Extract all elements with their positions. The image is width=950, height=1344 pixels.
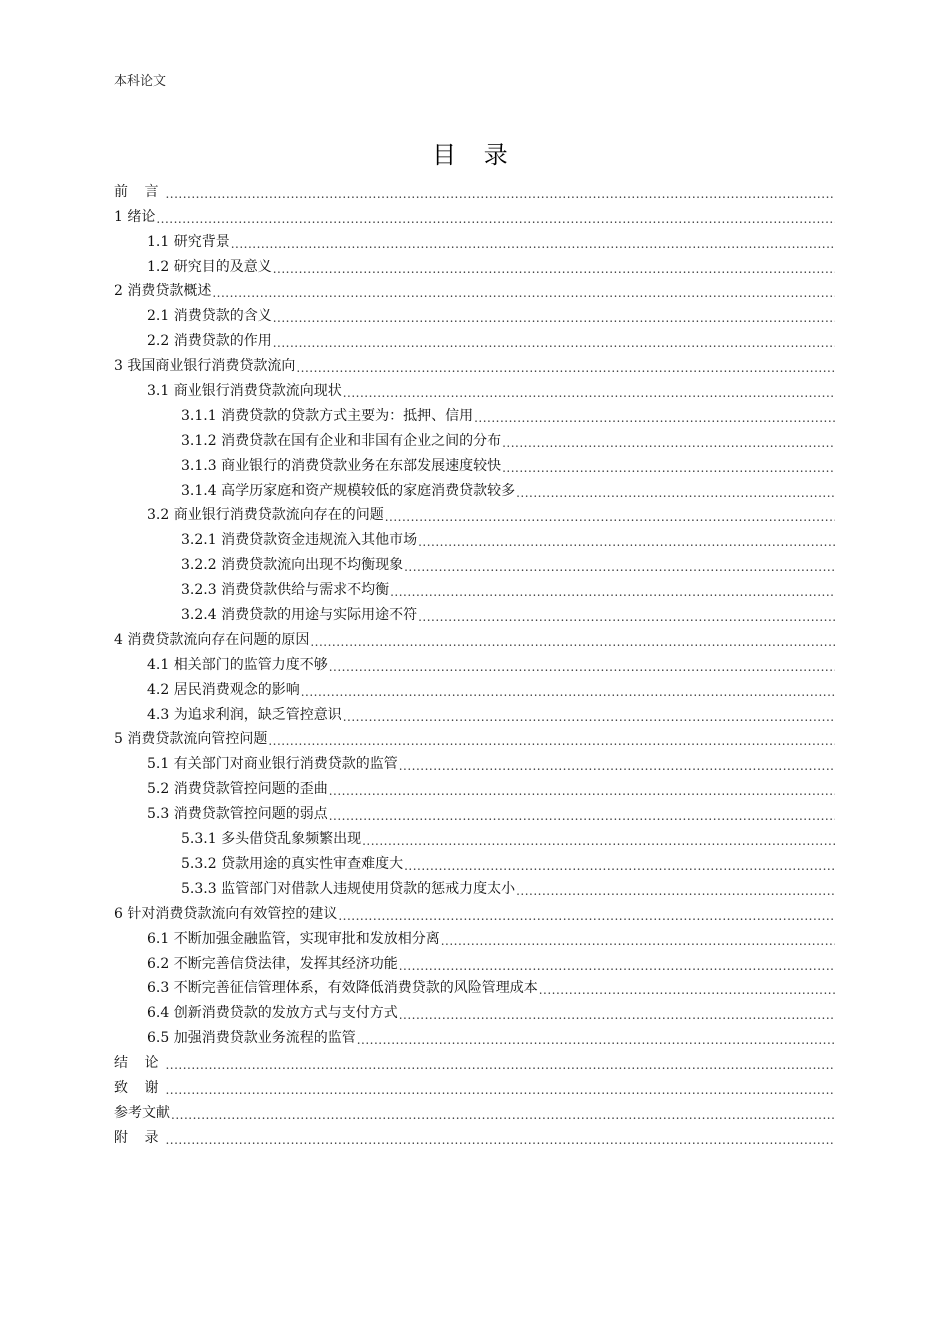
toc-entry-label: 附 录 — [114, 1129, 165, 1146]
toc-dot-leader — [502, 436, 835, 450]
toc-entry[interactable] — [114, 973, 835, 998]
toc-dot-leader — [399, 959, 835, 973]
toc-dot-leader — [418, 610, 835, 624]
toc-entry[interactable] — [114, 1097, 835, 1122]
toc-entry[interactable] — [114, 1047, 835, 1072]
toc-dot-leader — [231, 237, 835, 251]
toc-entry-label: 6.3 不断完善征信管理体系，有效降低消费贷款的风险管理成本 — [147, 980, 538, 997]
toc-dot-leader — [165, 1058, 835, 1072]
toc-entry-label: 3.1 商业银行消费贷款流向现状 — [147, 383, 342, 400]
toc-entry[interactable] — [114, 898, 835, 923]
toc-entry[interactable] — [114, 226, 835, 251]
toc-entry-label: 参考文献 — [114, 1104, 170, 1121]
toc-dot-leader — [329, 784, 835, 798]
toc-entry-label: 3.1.3 商业银行的消费贷款业务在东部发展速度较快 — [181, 457, 502, 474]
toc-entry-label: 1.2 研究目的及意义 — [147, 258, 272, 275]
toc-entry-label: 4.2 居民消费观念的影响 — [147, 681, 300, 698]
toc-entry-label: 6.5 加强消费贷款业务流程的监管 — [147, 1030, 356, 1047]
toc-entry-label: 4 消费贷款流向存在问题的原因 — [114, 631, 310, 648]
toc-entry[interactable] — [114, 325, 835, 350]
toc-entry-label: 6.2 不断完善信贷法律，发挥其经济功能 — [147, 955, 398, 972]
toc-entry[interactable] — [114, 823, 835, 848]
toc-dot-leader — [399, 1008, 835, 1022]
toc-dot-leader — [273, 336, 835, 350]
toc-dot-leader — [516, 486, 835, 500]
toc-entry-label: 2 消费贷款概述 — [114, 283, 212, 300]
toc-dot-leader — [329, 660, 835, 674]
table-of-contents — [114, 176, 835, 1147]
toc-entry[interactable] — [114, 773, 835, 798]
toc-entry[interactable] — [114, 524, 835, 549]
toc-entry-label: 3.2.4 消费贷款的用途与实际用途不符 — [181, 607, 418, 624]
toc-dot-leader — [268, 734, 835, 748]
toc-dot-leader — [502, 461, 835, 475]
toc-dot-leader — [329, 809, 835, 823]
toc-dot-leader — [343, 386, 835, 400]
toc-dot-leader — [474, 411, 835, 425]
toc-dot-leader — [165, 1083, 835, 1097]
toc-entry[interactable] — [114, 276, 835, 301]
toc-entry[interactable] — [114, 748, 835, 773]
toc-dot-leader — [539, 983, 835, 997]
toc-entry-label: 3.1.4 高学历家庭和资产规模较低的家庭消费贷款较多 — [181, 482, 516, 499]
toc-entry-label: 3.1.2 消费贷款在国有企业和非国有企业之间的分布 — [181, 432, 502, 449]
toc-entry[interactable] — [114, 848, 835, 873]
toc-entry[interactable] — [114, 1022, 835, 1047]
toc-entry[interactable] — [114, 549, 835, 574]
toc-entry-label: 2.1 消费贷款的含义 — [147, 308, 272, 325]
toc-entry-label: 结 论 — [114, 1055, 165, 1072]
toc-entry-label: 致 谢 — [114, 1079, 165, 1096]
toc-entry-label: 3.2 商业银行消费贷款流向存在的问题 — [147, 507, 384, 524]
toc-dot-leader — [343, 710, 835, 724]
toc-entry-label: 3 我国商业银行消费贷款流向 — [114, 358, 296, 375]
toc-entry-label: 6.4 创新消费贷款的发放方式与支付方式 — [147, 1005, 398, 1022]
toc-entry-label: 6 针对消费贷款流向有效管控的建议 — [114, 905, 338, 922]
toc-dot-leader — [273, 311, 835, 325]
toc-entry[interactable] — [114, 475, 835, 500]
toc-dot-leader — [165, 1133, 835, 1147]
toc-dot-leader — [404, 859, 835, 873]
toc-entry[interactable] — [114, 1072, 835, 1097]
toc-dot-leader — [338, 909, 835, 923]
toc-dot-leader — [212, 286, 835, 300]
toc-entry-label: 3.2.3 消费贷款供给与需求不均衡 — [181, 582, 390, 599]
toc-dot-leader — [310, 635, 835, 649]
toc-entry[interactable] — [114, 176, 835, 201]
toc-entry[interactable] — [114, 450, 835, 475]
toc-entry[interactable] — [114, 997, 835, 1022]
toc-dot-leader — [390, 585, 835, 599]
toc-entry-label: 5.3.2 贷款用途的真实性审查难度大 — [181, 855, 404, 872]
toc-dot-leader — [171, 1108, 835, 1122]
toc-entry-label: 5.3.1 多头借贷乱象频繁出现 — [181, 831, 362, 848]
toc-entry-label: 2.2 消费贷款的作用 — [147, 333, 272, 350]
toc-entry-label: 5.1 有关部门对商业银行消费贷款的监管 — [147, 756, 398, 773]
toc-entry-label: 5.3.3 监管部门对借款人违规使用贷款的惩戒力度太小 — [181, 880, 516, 897]
toc-entry[interactable] — [114, 873, 835, 898]
toc-entry[interactable] — [114, 251, 835, 276]
toc-entry[interactable] — [114, 699, 835, 724]
toc-entry-label: 5.2 消费贷款管控问题的歪曲 — [147, 781, 328, 798]
toc-entry[interactable] — [114, 923, 835, 948]
toc-entry[interactable] — [114, 300, 835, 325]
toc-entry[interactable] — [114, 375, 835, 400]
toc-entry-label: 5.3 消费贷款管控问题的弱点 — [147, 806, 328, 823]
toc-entry-label: 1.1 研究背景 — [147, 233, 230, 250]
toc-entry-label: 1 绪论 — [114, 208, 156, 225]
toc-entry[interactable] — [114, 574, 835, 599]
toc-entry[interactable] — [114, 724, 835, 749]
toc-dot-leader — [357, 1033, 835, 1047]
toc-entry[interactable] — [114, 400, 835, 425]
toc-entry[interactable] — [114, 201, 835, 226]
toc-entry[interactable] — [114, 350, 835, 375]
toc-entry[interactable] — [114, 425, 835, 450]
toc-dot-leader — [301, 685, 835, 699]
toc-dot-leader — [516, 884, 835, 898]
toc-dot-leader — [399, 759, 835, 773]
toc-dot-leader — [385, 510, 835, 524]
toc-dot-leader — [296, 361, 835, 375]
toc-entry[interactable] — [114, 649, 835, 674]
toc-entry-label: 3.2.1 消费贷款资金违规流入其他市场 — [181, 532, 418, 549]
running-header: 本科论文 — [114, 74, 167, 89]
toc-dot-leader — [404, 560, 835, 574]
toc-entry-label: 3.1.1 消费贷款的贷款方式主要为：抵押、信用 — [181, 407, 474, 424]
toc-entry[interactable] — [114, 500, 835, 525]
toc-entry-label: 3.2.2 消费贷款流向出现不均衡现象 — [181, 557, 404, 574]
toc-dot-leader — [156, 212, 835, 226]
toc-entry-label: 5 消费贷款流向管控问题 — [114, 731, 268, 748]
toc-entry-label: 4.1 相关部门的监管力度不够 — [147, 656, 328, 673]
toc-dot-leader — [362, 834, 835, 848]
toc-dot-leader — [165, 187, 835, 201]
toc-entry[interactable] — [114, 624, 835, 649]
toc-entry[interactable] — [114, 798, 835, 823]
toc-entry[interactable] — [114, 674, 835, 699]
toc-entry[interactable] — [114, 948, 835, 973]
toc-entry-label: 前 言 — [114, 183, 165, 200]
toc-entry-label: 4.3 为追求利润，缺乏管控意识 — [147, 706, 342, 723]
toc-dot-leader — [273, 262, 835, 276]
toc-dot-leader — [441, 934, 835, 948]
page-title: 目 录 — [432, 141, 518, 169]
toc-entry[interactable] — [114, 1122, 835, 1147]
toc-dot-leader — [418, 535, 835, 549]
toc-entry[interactable] — [114, 599, 835, 624]
toc-entry-label: 6.1 不断加强金融监管，实现审批和发放相分离 — [147, 930, 440, 947]
